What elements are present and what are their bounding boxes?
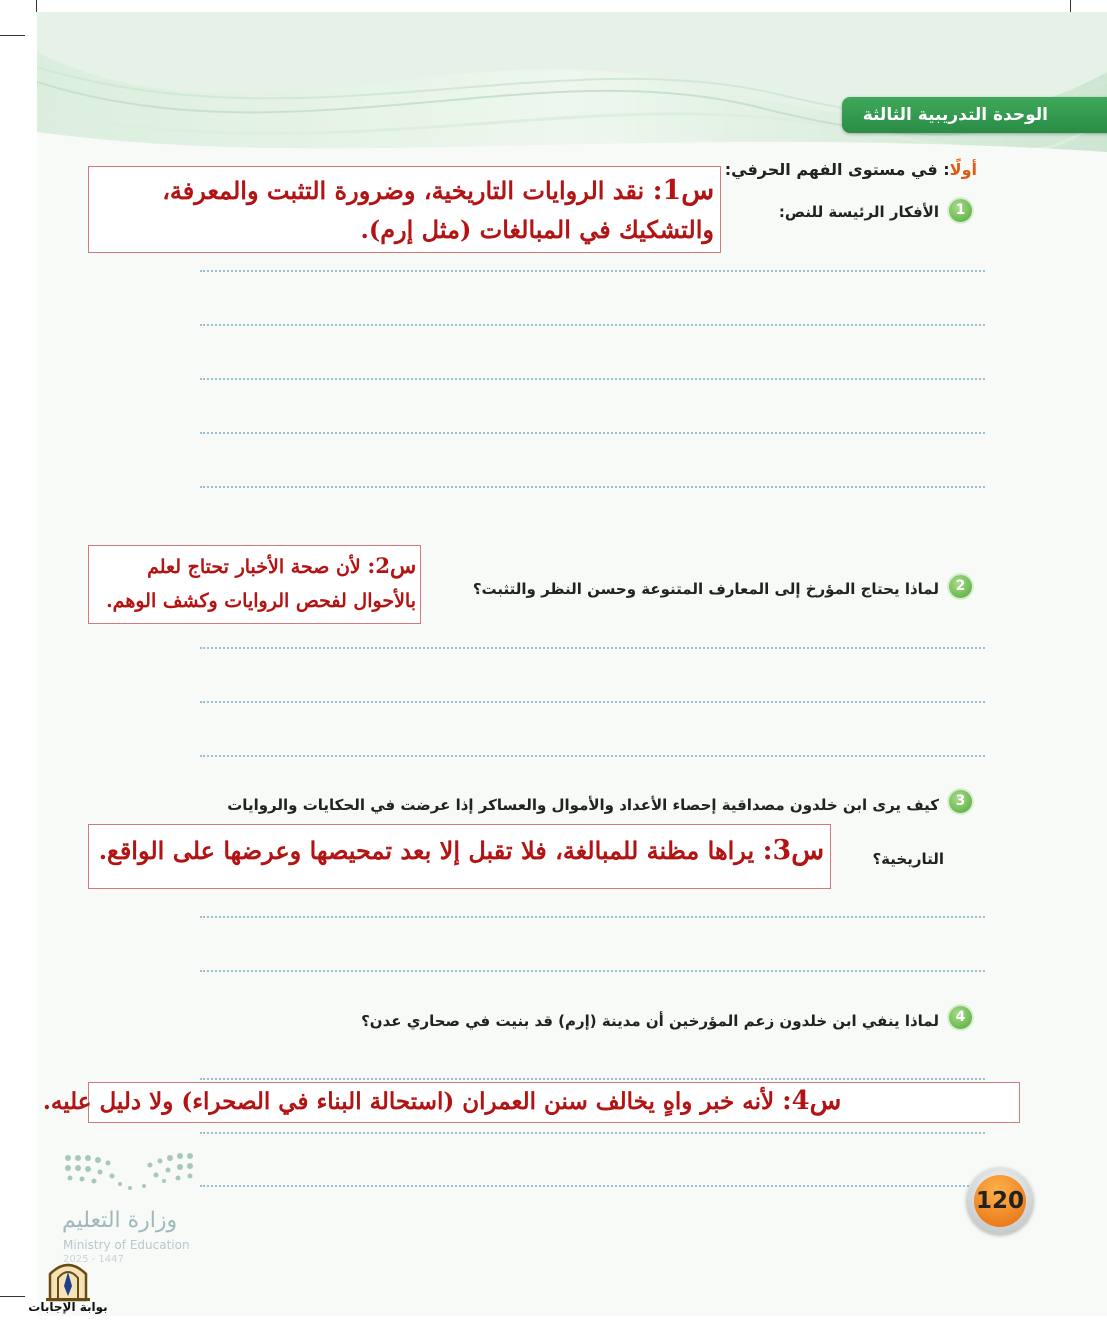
question-1-text: الأفكار الرئيسة للنص:: [778, 203, 939, 221]
answer-box-1: [88, 166, 721, 253]
question-3-text-line1: كيف يرى ابن خلدون مصداقية إحصاء الأعداد والأموال والعساكر إذا عرضت في الحكايات والروايات: [227, 796, 939, 814]
answer-1-line2: والتشكيك في المبالغات (مثل إرم).: [360, 215, 714, 244]
portal-gate-icon: [28, 1256, 108, 1302]
answer-line: [200, 270, 985, 272]
answer-2-label: س2:: [367, 554, 416, 579]
answer-line: [200, 701, 985, 703]
question-number-1: 1: [949, 199, 972, 222]
answer-line: [200, 1185, 985, 1187]
answer-line: [200, 432, 985, 434]
answer-line: [200, 916, 985, 918]
answer-2-line2: بالأحوال لفحص الروايات وكشف الوهم.: [106, 590, 416, 612]
answer-box-3: [88, 824, 831, 889]
answer-line: [200, 1078, 985, 1080]
unit-title-tab: الوحدة التدريبية الثالثة: [842, 97, 1107, 133]
answer-box-4: [42, 1082, 1020, 1123]
question-2-text: لماذا يحتاج المؤرخ إلى المعارف المتنوعة وحسن النظر والتثبت؟: [472, 580, 939, 598]
answer-line: [200, 647, 985, 649]
portal-name: بوابة الإجابات: [28, 1300, 108, 1314]
workbook-page: [37, 12, 1107, 1316]
answer-3-label: س3:: [762, 835, 824, 866]
ministry-year: 2025 - 1447: [63, 1254, 124, 1265]
answer-3-text: يراها مظنة للمبالغة، فلا تقبل إلا بعد تمحيصها وعرضها على الواقع.: [98, 836, 755, 865]
section-lead: أولًا: [949, 160, 977, 179]
answer-line: [200, 970, 985, 972]
question-number-3: 3: [949, 790, 972, 813]
decorative-wave-banner: [37, 12, 1107, 172]
answer-line: [200, 324, 985, 326]
answers-portal-logo: [28, 1256, 108, 1318]
answer-1-line1: نقد الروايات التاريخية، وضرورة التثبت والمعرفة،: [162, 176, 645, 205]
answer-line: [200, 378, 985, 380]
answer-2-line1: لأن صحة الأخبار تحتاج لعلم: [147, 556, 361, 578]
answer-4-label: س4:: [782, 1086, 841, 1116]
ministry-name-en: Ministry of Education: [63, 1238, 190, 1252]
question-number-2: 2: [949, 575, 972, 598]
answer-box-2: [88, 545, 421, 624]
ministry-name-ar: وزارة التعليم: [62, 1208, 178, 1233]
page-number: 120: [974, 1175, 1026, 1227]
page-number-badge: [967, 1168, 1033, 1234]
question-number-4: 4: [949, 1006, 972, 1029]
answer-4-text: لأنه خبر واهٍ يخالف سنن العمران (استحالة البناء في الصحراء) ولا دليل عليه.: [42, 1088, 775, 1115]
section-heading: [725, 160, 977, 179]
answer-line: [200, 755, 985, 757]
question-3-text-line2: التاريخية؟: [872, 850, 944, 868]
answer-line: [200, 1132, 985, 1134]
answer-1-label: س1:: [652, 175, 714, 206]
section-title-text: : في مستوى الفهم الحرفي:: [724, 160, 950, 179]
question-4-text: لماذا ينفي ابن خلدون زعم المؤرخين أن مدينة (إرم) قد بنيت في صحاري عدن؟: [361, 1012, 939, 1030]
answer-line: [200, 486, 985, 488]
ministry-dots-icon: [60, 1150, 200, 1200]
